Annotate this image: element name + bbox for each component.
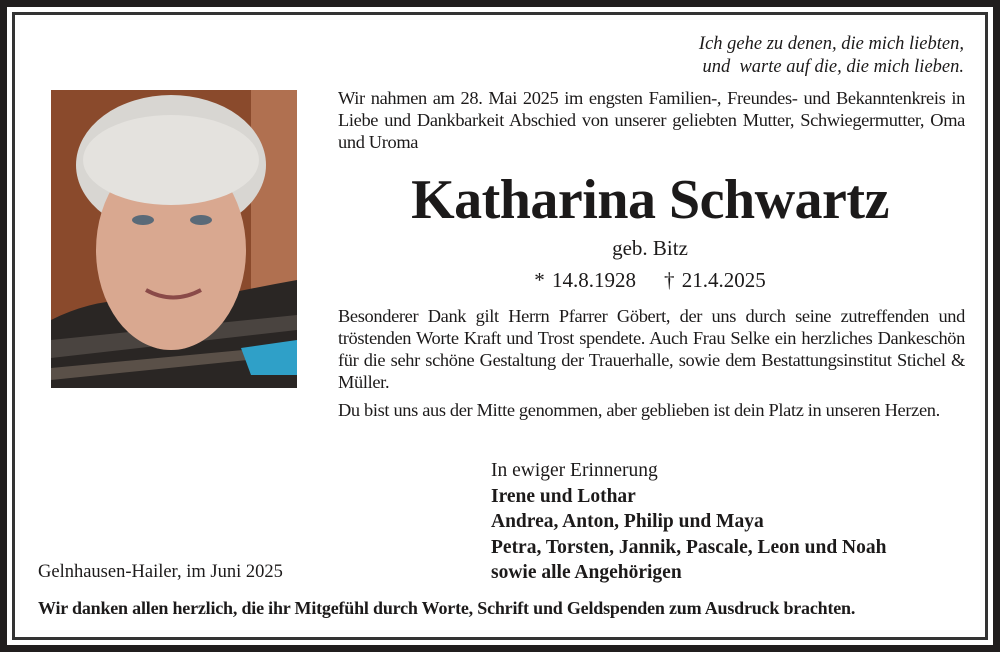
thanks-paragraph: Besonderer Dank gilt Herrn Pfarrer Göbert, der uns durch seine zutreffenden und tröstenden Worte Kraft und Trost spendete. Auch Frau Selke ein herzliches Dankeschön für die sehr schöne Gestaltung der Trauerhalle, sowie dem Bestattungsinstitut Stichel & Müller. [338, 306, 965, 392]
motto-line: und warte auf die, die mich lieben. [702, 57, 964, 77]
death-date: † 21.4.2025 [664, 268, 766, 292]
closing-thanks: Wir danken allen herzlich, die ihr Mitgefühl durch Worte, Schrift und Geldspenden zum Ausdruck brachten. [38, 598, 856, 618]
maiden-name: geb. Bitz [612, 236, 688, 260]
intro-paragraph: Wir nahmen am 28. Mai 2025 im engsten Familien-, Freundes- und Bekanntenkreis in Liebe und Dankbarkeit Abschied von unserer geliebten Mutter, Schwiegermutter, Oma und Uroma [338, 88, 965, 152]
family-name: sowie alle Angehörigen [491, 562, 682, 583]
family-heading: In ewiger Erinnerung [491, 460, 658, 481]
deceased-name: Katharina Schwartz [411, 169, 889, 231]
family-name: Andrea, Anton, Philip und Maya [491, 511, 764, 532]
life-dates [330, 268, 970, 293]
memory-paragraph: Du bist uns aus der Mitte genommen, aber geblieben ist dein Platz in unseren Herzen. [338, 400, 940, 420]
portrait-photo [51, 90, 297, 388]
family-name: Irene und Lothar [491, 485, 636, 507]
family-signature [491, 458, 886, 586]
motto [699, 33, 964, 79]
family-name: Petra, Torsten, Jannik, Pascale, Leon und Noah [491, 536, 887, 558]
birth-date: * 14.8.1928 [534, 268, 636, 292]
motto-line: Ich gehe zu denen, die mich liebten, [698, 34, 964, 54]
place-date: Gelnhausen-Hailer, im Juni 2025 [38, 562, 283, 582]
